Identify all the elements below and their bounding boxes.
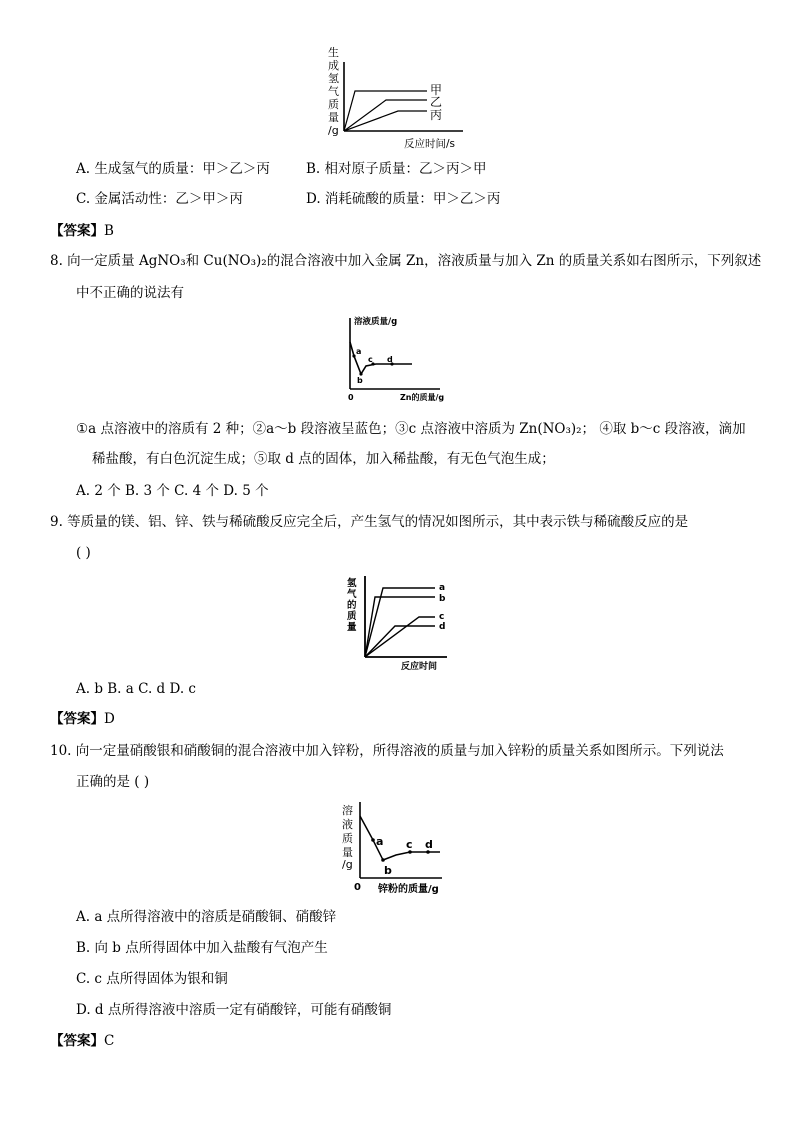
q7-answer bbox=[50, 222, 114, 240]
answer-value: D bbox=[104, 711, 115, 727]
fig1-y-char: 气 bbox=[328, 85, 339, 98]
q10-fig-label-a: a bbox=[376, 835, 384, 848]
q10-fig-x-label: 锌粉的质量/g bbox=[378, 884, 439, 895]
q10-fig-label-b: b bbox=[384, 864, 392, 877]
q10-option-a: A. a 点所得溶液中的溶质是硝酸铜、硝酸锌 bbox=[76, 909, 337, 925]
q9-answer bbox=[50, 710, 115, 728]
answer-value: B bbox=[104, 223, 114, 239]
q7-option-c: C. 金属活动性：乙＞甲＞丙 bbox=[76, 191, 243, 207]
q10-stem-line1: 10. 向一定量硝酸银和硝酸铜的混合溶液中加入锌粉，所得溶液的质量与加入锌粉的质量关系如图所示。下列说法 bbox=[50, 743, 724, 759]
q10-fig-y-char: 量 bbox=[342, 846, 353, 859]
q9-fig-y-char: 氢 bbox=[347, 578, 357, 589]
answer-tag: 【答案】 bbox=[50, 1033, 104, 1049]
q10-fig-point-b bbox=[381, 858, 385, 862]
fig1-label-yi: 乙 bbox=[430, 95, 443, 109]
q8-fig-origin: 0 bbox=[348, 393, 354, 402]
q10-fig-y-char: 溶 bbox=[342, 804, 353, 817]
q8-fig-label-a: a bbox=[356, 347, 362, 356]
fig1-y-char: /g bbox=[328, 124, 339, 137]
q10-fig-label-d: d bbox=[425, 838, 433, 851]
q8-fig-x-label: Zn的质量/g bbox=[400, 393, 445, 402]
figure-hydrogen-vs-time bbox=[318, 44, 488, 156]
q10-stem-line2: 正确的是 ( ) bbox=[76, 774, 150, 790]
q10-fig-y-label bbox=[342, 803, 353, 871]
q9-fig-label-d: d bbox=[439, 622, 446, 632]
figure-q8-solution-mass bbox=[340, 312, 450, 408]
q8-stem-line1: 8. 向一定质量 AgNO₃和 Cu(NO₃)₂的混合溶液中加入金属 Zn，溶液质量与加入 Zn 的质量关系如右图所示，下列叙述 bbox=[50, 253, 762, 269]
q8-fig-label-c: c bbox=[368, 355, 373, 364]
fig1-y-char: 成 bbox=[328, 59, 339, 72]
q10-fig-point-a bbox=[371, 838, 375, 842]
q7-option-b: B. 相对原子质量：乙＞丙＞甲 bbox=[306, 161, 487, 177]
q8-statement-line2: 稀盐酸，有白色沉淀生成；⑤取 d 点的固体，加入稀盐酸，有无色气泡生成； bbox=[92, 451, 555, 467]
q9-fig-label-b: b bbox=[439, 594, 446, 604]
q10-answer bbox=[50, 1032, 114, 1050]
q7-option-d: D. 消耗硫酸的质量：甲＞乙＞丙 bbox=[306, 191, 501, 207]
q10-fig-origin: 0 bbox=[354, 882, 361, 893]
q9-stem-line2: ( ) bbox=[76, 545, 91, 561]
q8-options: A. 2 个 B. 3 个 C. 4 个 D. 5 个 bbox=[76, 483, 269, 499]
fig1-label-bing: 丙 bbox=[430, 108, 443, 122]
fig1-y-label bbox=[328, 45, 339, 137]
q10-fig-y-char: /g bbox=[342, 858, 353, 871]
q9-fig-y-char: 量 bbox=[347, 622, 357, 633]
q10-option-d: D. d 点所得溶液中溶质一定有硝酸锌，可能有硝酸铜 bbox=[76, 1002, 392, 1018]
q9-fig-label-a: a bbox=[439, 583, 446, 593]
fig1-label-jia: 甲 bbox=[430, 83, 443, 97]
fig1-x-label: 反应时间/s bbox=[404, 138, 456, 150]
q10-option-c: C. c 点所得固体为银和铜 bbox=[76, 971, 228, 987]
q9-stem-line1: 9. 等质量的镁、铝、锌、铁与稀硫酸反应完全后，产生氢气的情况如图所示，其中表示铁与稀硫酸反应的是 bbox=[50, 514, 689, 530]
q9-fig-y-char: 气 bbox=[347, 589, 357, 600]
fig1-y-char: 量 bbox=[328, 111, 339, 124]
answer-value: C bbox=[104, 1033, 115, 1049]
q9-fig-label-c: c bbox=[439, 612, 445, 622]
q9-fig-y-char: 质 bbox=[347, 611, 357, 622]
fig1-y-char: 生 bbox=[328, 46, 339, 59]
q9-fig-y-char: 的 bbox=[347, 600, 357, 611]
answer-tag: 【答案】 bbox=[50, 223, 104, 239]
q8-fig-label-d: d bbox=[387, 355, 393, 364]
q7-option-a: A. 生成氢气的质量：甲＞乙＞丙 bbox=[76, 161, 270, 177]
q9-fig-series-b bbox=[365, 597, 435, 657]
q9-fig-series-c bbox=[365, 617, 435, 657]
q8-stem-line2: 中不正确的说法有 bbox=[76, 285, 184, 301]
q10-fig-label-c: c bbox=[406, 838, 413, 851]
q10-fig-y-char: 液 bbox=[342, 818, 353, 831]
answer-tag: 【答案】 bbox=[50, 711, 104, 727]
q9-fig-y-label bbox=[347, 577, 357, 633]
fig1-y-char: 质 bbox=[328, 98, 339, 111]
q8-fig-y-label: 溶液质量/g bbox=[354, 317, 398, 327]
figure-q9-hydrogen-mass bbox=[345, 574, 455, 674]
q10-fig-y-char: 质 bbox=[342, 832, 353, 845]
q8-fig-label-b: b bbox=[357, 376, 363, 385]
figure-q10-solution-mass bbox=[340, 800, 458, 898]
fig1-series-bing bbox=[344, 111, 427, 131]
fig1-y-char: 氢 bbox=[328, 72, 339, 85]
q9-fig-x-label: 反应时间 bbox=[401, 662, 438, 672]
q8-statement-line1: ①a 点溶液中的溶质有 2 种；②a～b 段溶液呈蓝色；③c 点溶液中溶质为 Zn(NO₃)₂； ④取 b～c 段溶液，滴加 bbox=[76, 421, 746, 437]
q10-option-b: B. 向 b 点所得固体中加入盐酸有气泡产生 bbox=[76, 940, 328, 956]
q9-options: A. b B. a C. d D. c bbox=[76, 681, 196, 697]
